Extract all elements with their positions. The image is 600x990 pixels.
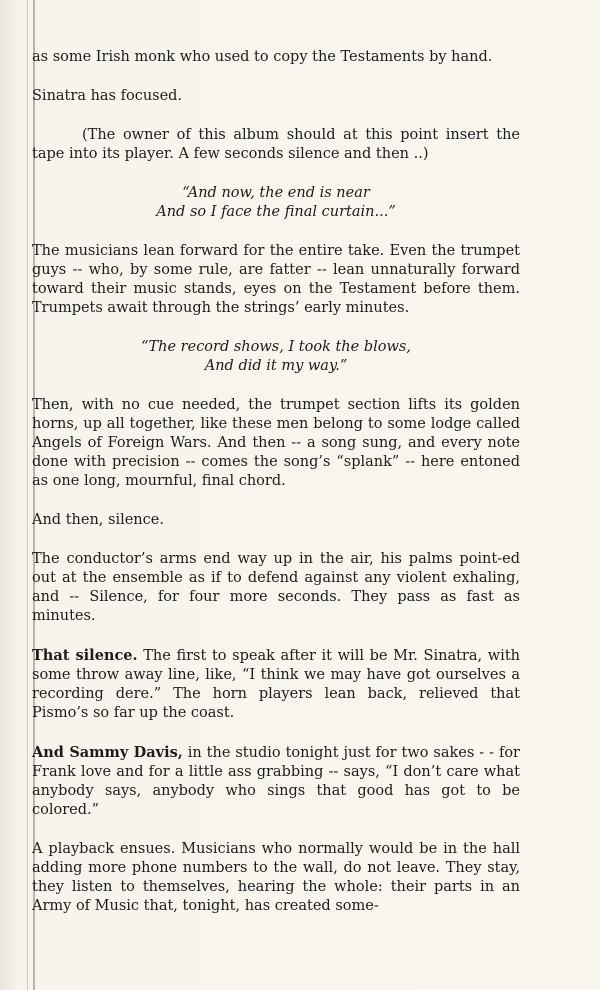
paragraph-5: Then, with no cue needed, the trumpet section lifts its golden horns, up all together, like these men belong to some lodge called Angels of Foreign Wars. And then -- a song sung, and every note done with precision -- comes the song’s “splank” -- here entoned as one long, mournful, final chord. bbox=[32, 397, 520, 489]
paragraph-4: The musicians lean forward for the entire take. Even the trumpet guys -- who, by some rule, are fatter -- lean unnaturally forward toward their music stands, eyes on the Testament before them. Trumpets await through the strings’ early minutes. bbox=[32, 243, 520, 316]
paragraph-lead: That silence. bbox=[32, 647, 138, 664]
paragraph-lead: And Sammy Davis, bbox=[32, 744, 183, 761]
paragraph-7: The conductor’s arms end way up in the air, his palms point-ed out at the ensemble as if to defend against any violent exhaling, and -- Silence, for four more seconds. They pass as fast as minutes. bbox=[32, 551, 520, 624]
paragraph-9 bbox=[32, 743, 520, 820]
paragraph-8 bbox=[32, 646, 520, 723]
paragraph-3: (The owner of this album should at this point insert the tape into its player. A few seconds silence and then ..) bbox=[32, 127, 520, 162]
paragraph-2: Sinatra has focused. bbox=[32, 88, 183, 104]
lyric-line: And so I face the final curtain...” bbox=[156, 204, 396, 220]
lyric-quote-1 bbox=[32, 184, 520, 222]
text-body bbox=[32, 48, 520, 936]
paragraph-text: in the studio tonight just for two sakes - - for Frank love and for a little ass grabbing -- says, “I don’t care what anybody says, anybody who sings that good has got to be colored.” bbox=[32, 745, 520, 818]
paragraph-text: The first to speak after it will be Mr. Sinatra, with some throw away line, like, “I think we may have got ourselves a recording dere.” The horn players lean back, relieved that Pismo’s so far up the coast. bbox=[32, 648, 520, 721]
paragraph-10: A playback ensues. Musicians who normally would be in the hall adding more phone numbers to the wall, do not leave. They stay, they listen to themselves, hearing the whole: their parts in an Army of Music that, tonight, has created some- bbox=[32, 841, 520, 914]
lyric-line: “The record shows, I took the blows, bbox=[141, 339, 411, 355]
page-fold-shadow bbox=[27, 0, 28, 990]
lyric-line: And did it my way.” bbox=[204, 358, 348, 374]
paragraph-1: as some Irish monk who used to copy the Testaments by hand. bbox=[32, 49, 493, 65]
lyric-line: “And now, the end is near bbox=[182, 185, 370, 201]
lyric-quote-2 bbox=[32, 338, 520, 376]
paragraph-6: And then, silence. bbox=[32, 512, 164, 528]
